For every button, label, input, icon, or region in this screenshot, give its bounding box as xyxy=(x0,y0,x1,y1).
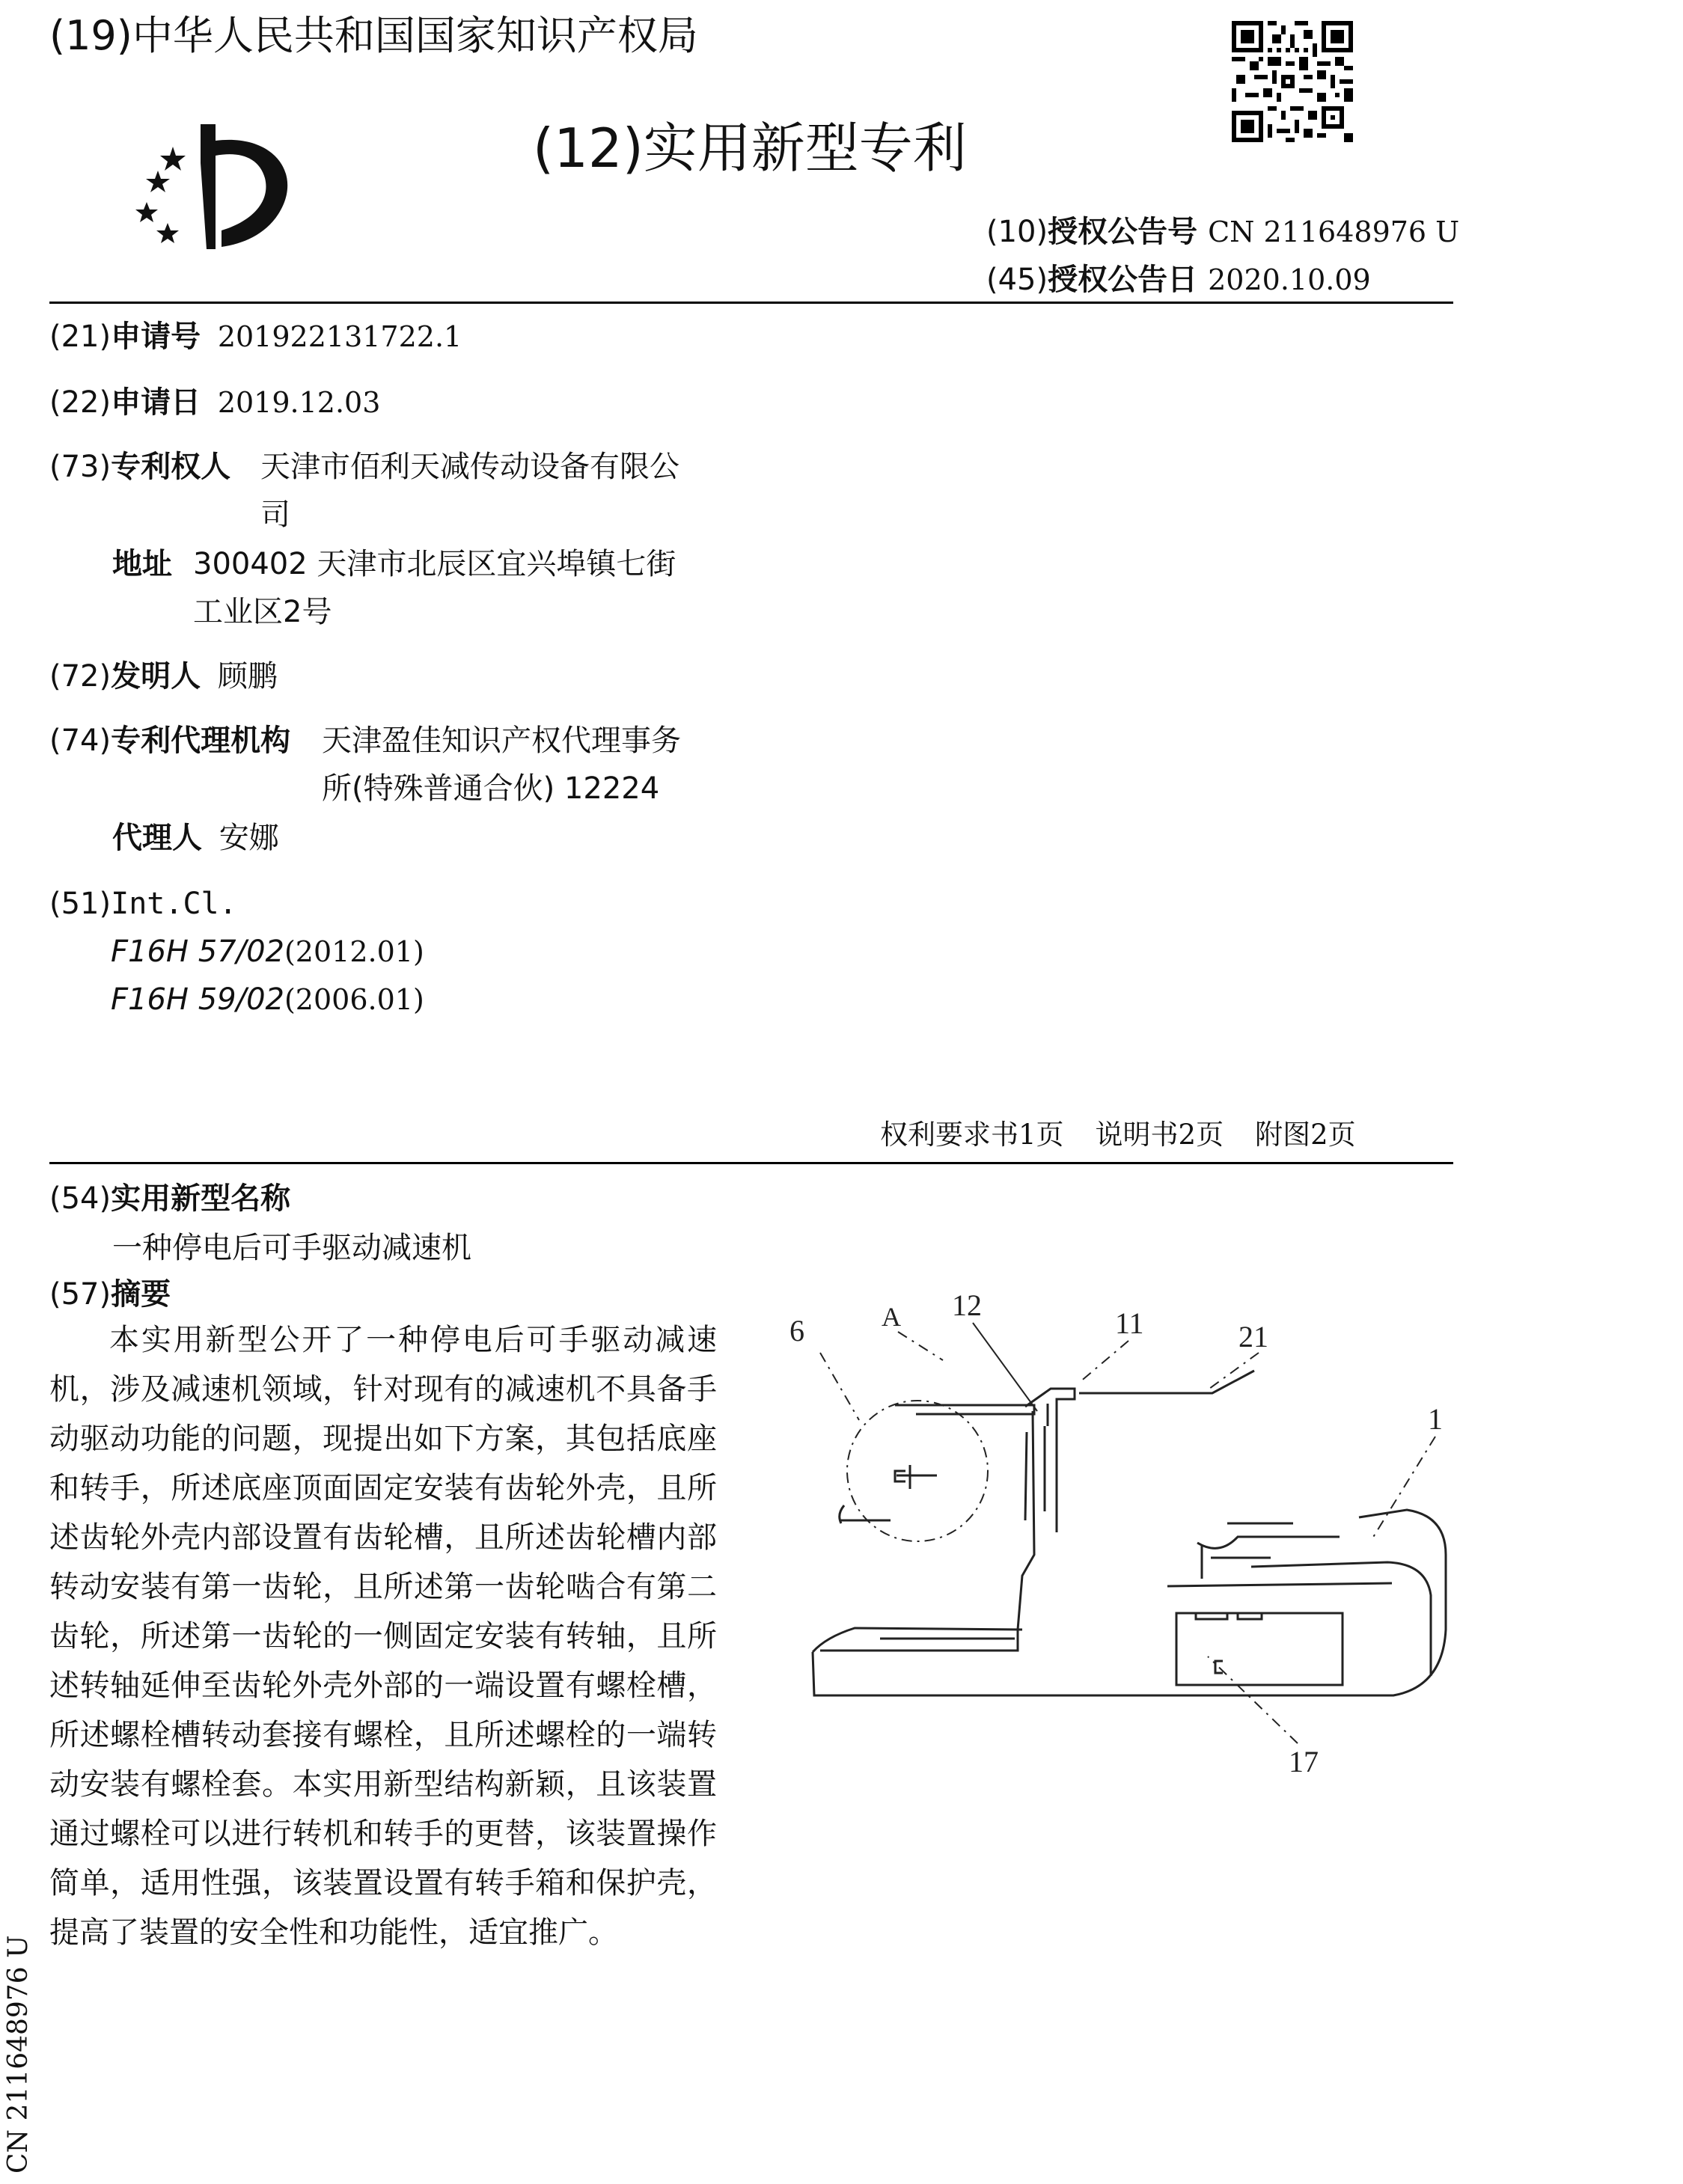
ipc-entry-1 xyxy=(111,928,424,976)
pub-no-code: (10) xyxy=(986,215,1048,249)
qr-code xyxy=(1232,21,1353,142)
patentee-code: (73) xyxy=(49,450,112,484)
office-header xyxy=(49,6,698,66)
address-label-text: 地址 xyxy=(112,547,172,581)
ipc-class-1: F16H 57/02 xyxy=(111,935,284,969)
leader-A xyxy=(898,1332,943,1360)
pub-date-label: 授权公告日 xyxy=(1048,263,1198,297)
patentee-row xyxy=(49,443,230,491)
agency-row xyxy=(49,717,290,765)
column xyxy=(1018,1404,1057,1630)
logo-star-2 xyxy=(146,171,170,192)
pub-no-label: 授权公告号 xyxy=(1048,215,1198,249)
handle xyxy=(840,1505,891,1523)
agent-label: 代理人 xyxy=(112,821,202,855)
motor-lines xyxy=(1211,1523,1293,1558)
header-rule xyxy=(49,302,1453,304)
inventor-label: 发明人 xyxy=(111,659,201,694)
agency-line2: 所(特殊普通合伙) 12224 xyxy=(322,771,660,806)
agent-row xyxy=(112,814,279,862)
abstract-rule xyxy=(49,1162,1453,1164)
office-code: (19) xyxy=(49,12,132,59)
pub-date-code: (45) xyxy=(986,263,1048,297)
app-date-label: 申请日 xyxy=(111,385,201,420)
housing-top xyxy=(895,1405,1034,1414)
shaft-detail xyxy=(895,1465,937,1489)
base-top xyxy=(813,1628,1022,1652)
ipc-class-2: F16H 59/02 xyxy=(111,982,284,1017)
pub-no-value: CN 211648976 U xyxy=(1208,215,1460,248)
label-11: 11 xyxy=(1115,1306,1144,1340)
leader-6 xyxy=(820,1353,859,1420)
doc-type: 实用新型专利 xyxy=(643,117,967,180)
agency-label: 专利代理机构 xyxy=(111,724,291,758)
label-6: 6 xyxy=(789,1314,804,1348)
pub-number-row xyxy=(986,211,1459,253)
app-date-value: 2019.12.03 xyxy=(217,386,381,419)
representative-drawing xyxy=(748,1257,1467,1796)
app-no-row xyxy=(49,313,462,361)
label-1: 1 xyxy=(1428,1402,1443,1436)
doc-type-code: (12) xyxy=(533,117,644,180)
title-code: (54) xyxy=(49,1181,112,1216)
intcl-code: (51) xyxy=(49,887,112,921)
inventor-value: 顾鹏 xyxy=(217,659,278,694)
doc-type-heading xyxy=(533,111,967,186)
leader-11 xyxy=(1079,1341,1128,1383)
logo-star-1 xyxy=(160,147,186,171)
address-label xyxy=(112,540,172,588)
abstract-code: (57) xyxy=(49,1277,112,1312)
logo-star-4 xyxy=(156,223,179,243)
office-name: 中华人民共和国国家知识产权局 xyxy=(132,12,698,59)
description-pages: 说明书2页 xyxy=(1095,1119,1224,1151)
app-date-row xyxy=(49,379,380,426)
box-17-marks xyxy=(1196,1613,1262,1673)
abstract-heading xyxy=(49,1270,171,1318)
patentee-line1: 天津市佰利天减传动设备有限公 xyxy=(260,450,679,484)
abstract-text: 本实用新型公开了一种停电后可手驱动减速机，涉及减速机领域，针对现有的减速机不具备手动驱动功能的问题，现提出如下方案，其包括底座和转手，所述底座顶面固定安装有齿轮外壳，且所述齿轮外壳内部设置有齿轮槽，且所述齿轮槽内部转动安装有第一齿轮，且所述第一齿轮啮合有第二齿轮，所述第一齿轮的一侧固定安装有转轴，且所述转轴延伸至齿轮外壳外部的一端设置有螺栓槽，所述螺栓槽转动套接有螺栓，且所述螺栓的一端转动安装有螺栓套。本实用新型结构新颖，且该装置通过螺栓可以进行转机和转手的更替，该装置操作简单，适用性强，该装置设置有转手箱和保护壳，提高了装置的安全性和功能性，适宜推广。 xyxy=(49,1323,717,1950)
app-no-value: 201922131722.1 xyxy=(217,320,462,353)
patentee-line2: 司 xyxy=(260,498,290,532)
page-count-line xyxy=(880,1113,1387,1157)
leader-1 xyxy=(1372,1437,1435,1538)
label-17: 17 xyxy=(1289,1745,1319,1778)
agency-line1: 天津盈佳知识产权代理事务 xyxy=(322,724,681,758)
box-17 xyxy=(1176,1613,1343,1685)
pub-date-row xyxy=(986,259,1371,301)
cnipa-logo xyxy=(132,118,311,253)
agent-value: 安娜 xyxy=(219,821,279,855)
pub-date-value: 2020.10.09 xyxy=(1208,263,1371,296)
patentee-label: 专利权人 xyxy=(111,450,231,484)
title-heading xyxy=(49,1175,290,1223)
abstract-label: 摘要 xyxy=(111,1277,171,1312)
label-A: A xyxy=(882,1302,901,1332)
claims-pages: 权利要求书1页 xyxy=(880,1119,1064,1151)
leader-12 xyxy=(973,1323,1037,1411)
address-line2: 工业区2号 xyxy=(193,595,332,629)
title-label: 实用新型名称 xyxy=(111,1181,291,1216)
base-outline xyxy=(813,1510,1446,1695)
inventor-row xyxy=(49,652,278,700)
logo-p-mark xyxy=(201,124,287,249)
app-no-code: (21) xyxy=(49,319,112,354)
app-date-code: (22) xyxy=(49,385,112,420)
intcl-label: Int.Cl. xyxy=(111,887,237,921)
leader-17 xyxy=(1208,1657,1298,1743)
side-pub-code: CN 211648976 U xyxy=(3,1935,34,2174)
housing-right xyxy=(1079,1371,1254,1393)
ipc-entry-2 xyxy=(111,976,424,1024)
address-line1: 300402 天津市北辰区宜兴埠镇七街 xyxy=(193,547,676,581)
leader-21 xyxy=(1209,1353,1259,1389)
inventor-code: (72) xyxy=(49,659,112,694)
intcl-row xyxy=(49,880,237,928)
app-no-label: 申请号 xyxy=(111,319,201,354)
ipc-version-2: (2006.01) xyxy=(284,983,424,1016)
utility-model-title: 一种停电后可手驱动减速机 xyxy=(112,1231,471,1265)
gear-line xyxy=(1025,1426,1045,1520)
base-step xyxy=(820,1630,1018,1651)
label-21: 21 xyxy=(1238,1320,1268,1353)
agency-code: (74) xyxy=(49,724,112,758)
logo-star-3 xyxy=(135,202,158,222)
drawing-pages: 附图2页 xyxy=(1255,1119,1356,1151)
ipc-version-1: (2012.01) xyxy=(284,935,424,968)
label-12: 12 xyxy=(952,1288,982,1322)
